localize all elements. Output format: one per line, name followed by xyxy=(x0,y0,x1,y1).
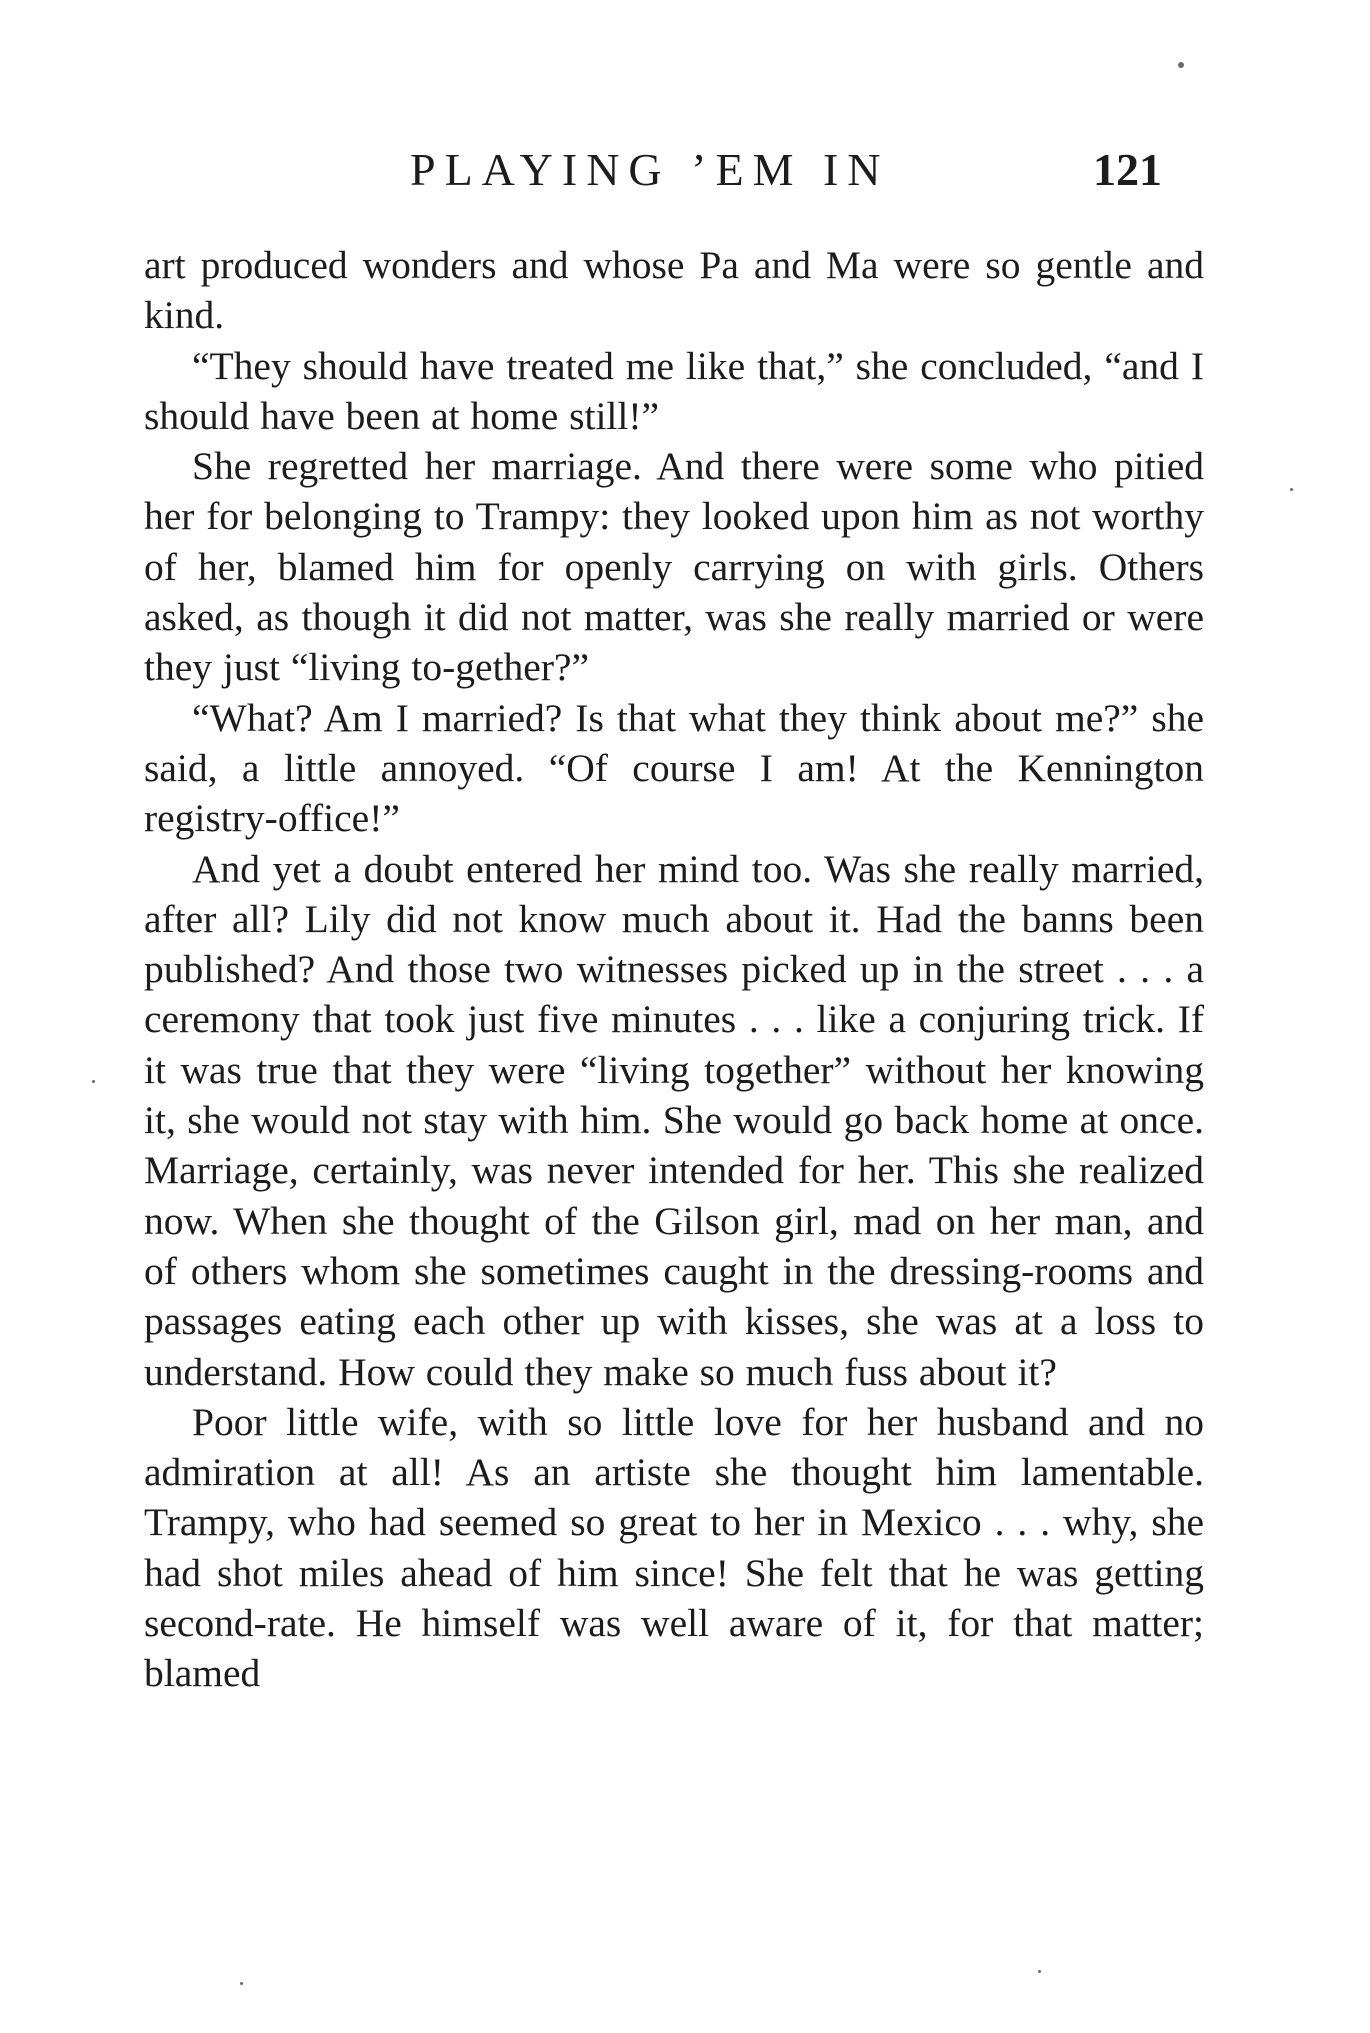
page-number: 121 xyxy=(1093,144,1162,195)
paragraph: She regretted her marriage. And there were some who pitied her for belonging to Trampy: they looked upon him as not worthy of her, blamed him for openly carrying on with girls. Others asked, as though it did not matter, was she really married or were they just “living to-gether?” xyxy=(144,444,1204,690)
paragraph: “They should have treated me like that,” she concluded, “and I should have been at home still!” xyxy=(144,343,1204,438)
body-text xyxy=(144,240,1204,1699)
paragraph: And yet a doubt entered her mind too. Was she really married, after all? Lily did not know much about it. Had the banns been published? And those two witnesses picked up in the street . . . a ceremony that took just five minutes . . . like a conjuring trick. If it was true that they were “living together” without her knowing it, she would not stay with him. She would go back home at once. Marriage, certainly, was never intended for her. This she realized now. When she thought of the Gilson girl, mad on her man, and of others whom she sometimes caught in the dressing-rooms and passages eating each other up with kisses, she was at a loss to understand. How could they make so much fuss about it? xyxy=(144,846,1204,1394)
paper-speck xyxy=(1178,62,1184,68)
running-title: PLAYING ’EM IN xyxy=(410,144,890,195)
paragraph: “What? Am I married? Is that what they think about me?” she said, a little annoyed. “Of course I am! At the Kennington registry-office!” xyxy=(144,695,1204,841)
paragraph: art produced wonders and whose Pa and Ma were so gentle and kind. xyxy=(144,243,1204,338)
paragraph: Poor little wife, with so little love for her husband and no admiration at all! As an artiste she thought him lamentable. Trampy, who had seemed so great to her in Mexico . . . why, she had shot miles ahead of him since! She felt that he was getting second-rate. He himself was well aware of it, for that matter; blamed xyxy=(144,1399,1204,1696)
paper-speck xyxy=(92,1080,95,1083)
paper-speck xyxy=(1290,488,1293,491)
paper-speck xyxy=(1038,1970,1041,1973)
running-head xyxy=(0,140,1370,200)
paper-speck xyxy=(240,1982,243,1985)
